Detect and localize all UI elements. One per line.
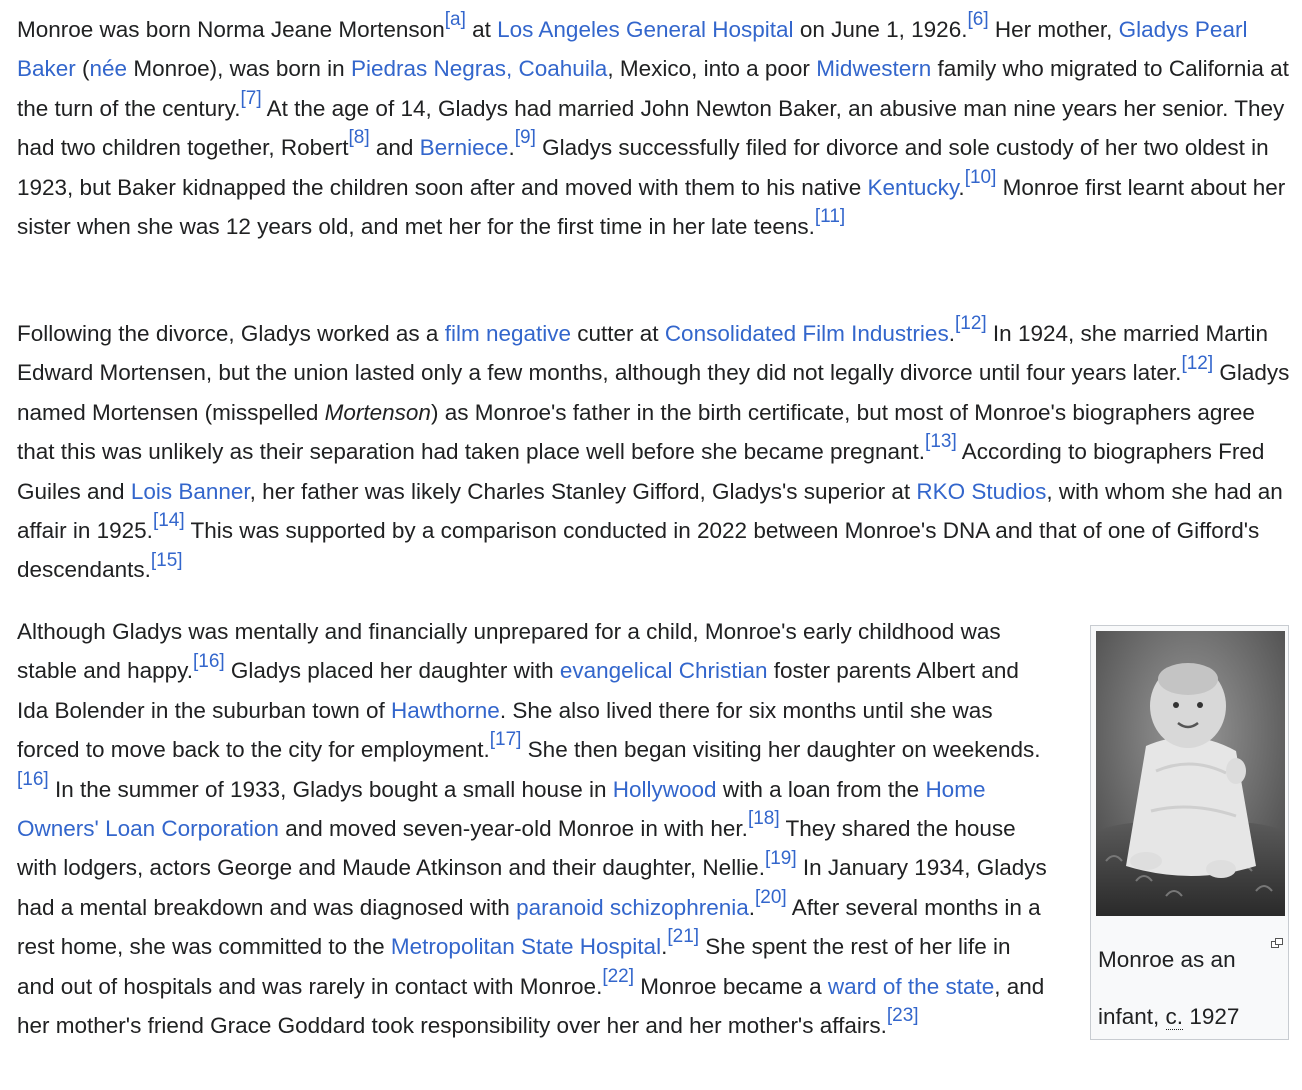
text-run: Gladys named Mortensen (misspelled <box>17 360 1290 425</box>
footnote-ref-12[interactable]: [12] <box>954 313 987 335</box>
footnote-ref-a[interactable]: [a] <box>444 9 466 31</box>
footnote-ref-10[interactable]: [10] <box>964 166 997 188</box>
text-run: In January 1934, Gladys had a mental breakdown and was diagnosed with <box>17 855 1047 920</box>
link-lois-banner[interactable]: Lois Banner <box>130 478 250 504</box>
link-nee[interactable]: née <box>89 56 128 82</box>
text-run: ) as Monroe's father in the birth certificate, but most of Monroe's biographers agree that this was unlikely as their separation had taken place well before she became pregnant. <box>17 399 1255 465</box>
paragraph-father <box>17 314 1291 590</box>
text-run: family who migrated to California at the turn of the century. <box>17 56 1289 121</box>
text-run: at <box>465 17 498 42</box>
text-run: . <box>748 894 756 920</box>
caption-year: 1927 <box>1183 1004 1240 1029</box>
footnote-ref-15[interactable]: [15] <box>150 549 183 571</box>
text-run: on June 1, 1926. <box>793 17 968 42</box>
footnote-ref-20[interactable]: [20] <box>755 887 787 909</box>
link-paranoid-schizophrenia[interactable]: paranoid schizophrenia <box>516 894 749 920</box>
text-run: . <box>948 321 955 346</box>
footnote-ref-11[interactable]: [11] <box>814 206 846 228</box>
footnote-ref-9[interactable]: [9] <box>514 127 536 149</box>
link-piedras-negras[interactable]: Piedras Negras, Coahuila <box>350 56 608 82</box>
text-run: In the summer of 1933, Gladys bought a small house in <box>48 776 613 802</box>
text-run: . <box>661 934 668 960</box>
footnote-ref-22[interactable]: [22] <box>602 965 635 987</box>
text-run: . <box>508 135 515 161</box>
text-run: and <box>369 135 420 161</box>
text-run: Monroe was born Norma Jeane Mortenson <box>17 17 445 42</box>
text-run: She then began visiting her daughter on weekends. <box>521 737 1041 763</box>
footnote-ref-16[interactable]: [16] <box>17 768 49 790</box>
link-consolidated-film-industries[interactable]: Consolidated Film Industries <box>664 321 949 346</box>
footnote-ref-21[interactable]: [21] <box>667 926 700 948</box>
link-home-owners-loan-corporation[interactable]: Home Owners' Loan Corporation <box>17 776 986 842</box>
text-run: foster parents Albert and Ida Bolender in the suburban town of <box>17 658 1019 723</box>
text-run: Monroe), was born in <box>127 56 351 82</box>
link-hollywood[interactable]: Hollywood <box>612 776 717 802</box>
footnote-ref-7[interactable]: [7] <box>240 88 262 110</box>
footnote-ref-6[interactable]: [6] <box>967 9 989 31</box>
text-run: Gladys successfully filed for divorce and sole custody of her two oldest in 1923, but Baker kidnapped the children soon after and moved with them to his native <box>17 135 1269 200</box>
link-metropolitan-state-hospital[interactable]: Metropolitan State Hospital <box>390 934 662 960</box>
infobox-thumbnail <box>1090 625 1289 1040</box>
link-midwestern[interactable]: Midwestern <box>816 56 932 82</box>
text-run: , and her mother's friend Grace Goddard took responsibility over her and her mother's affairs. <box>17 973 1045 1039</box>
text-run: At the age of 14, Gladys had married John Newton Baker, an abusive man nine years her senior. They had two children together, Robert <box>17 95 1285 161</box>
text-run: . She also lived there for six months until she was forced to move back to the city for employment. <box>17 697 993 763</box>
text-run: In 1924, she married Martin Edward Mortensen, but the union lasted only a few months, although they did not legally divorce until four years later. <box>17 321 1269 386</box>
footnote-ref-12[interactable]: [12] <box>1181 352 1214 374</box>
link-berniece[interactable]: Berniece <box>419 135 509 161</box>
text-run: with a loan from the <box>716 776 926 802</box>
text-run: , Mexico, into a poor <box>607 56 817 82</box>
text-run: They shared the house with lodgers, actors George and Maude Atkinson and their daughter, Nellie. <box>17 816 1016 881</box>
footnote-ref-8[interactable]: [8] <box>348 127 370 149</box>
footnote-ref-14[interactable]: [14] <box>152 510 185 532</box>
caption-text: Monroe as an infant, <box>1098 947 1236 1029</box>
text-run: , her father was likely Charles Stanley Gifford, Gladys's superior at <box>249 478 917 504</box>
text-run: ( <box>75 56 90 82</box>
infant-photo[interactable] <box>1096 631 1285 916</box>
text-run: According to biographers Fred Guiles and <box>17 439 1265 504</box>
footnote-ref-13[interactable]: [13] <box>925 431 957 453</box>
text-run: , with whom she had an affair in 1925. <box>17 478 1283 544</box>
text-run: She spent the rest of her life in and out of hospitals and was rarely in contact with Monroe. <box>17 934 1011 999</box>
footnote-ref-23[interactable]: [23] <box>886 1005 919 1027</box>
footnote-ref-16[interactable]: [16] <box>192 650 225 672</box>
link-film-negative[interactable]: film negative <box>444 321 572 346</box>
text-run: Monroe became a <box>634 973 828 999</box>
text-run: After several months in a rest home, she was committed to the <box>17 894 1041 960</box>
paragraph-birth <box>17 10 1291 246</box>
italic-mortenson: Mortenson <box>324 399 431 425</box>
infant-photo-graphic <box>1096 631 1285 916</box>
text-run: Monroe first learnt about her sister when she was 12 years old, and met her for the first time in her late teens. <box>17 174 1286 240</box>
figure-caption <box>1098 931 1283 1045</box>
link-gladys-pearl-baker[interactable]: Gladys Pearl Baker <box>17 17 1248 82</box>
link-rko-studios[interactable]: RKO Studios <box>916 478 1047 504</box>
text-run: Following the divorce, Gladys worked as a <box>17 321 445 346</box>
text-run: . <box>958 174 965 200</box>
text-run: and moved seven-year-old Monroe in with her. <box>278 816 748 842</box>
circa-abbr: c. <box>1165 1004 1184 1029</box>
paragraph-childhood <box>17 612 1047 1045</box>
footnote-ref-19[interactable]: [19] <box>764 847 797 869</box>
footnote-ref-18[interactable]: [18] <box>747 808 780 830</box>
footnote-ref-17[interactable]: [17] <box>489 729 522 751</box>
text-run: cutter at <box>571 321 665 346</box>
link-ward-of-the-state[interactable]: ward of the state <box>827 973 995 999</box>
link-los-angeles-general-hospital[interactable]: Los Angeles General Hospital <box>497 17 794 42</box>
text-run: Gladys placed her daughter with <box>224 658 560 684</box>
link-evangelical-christian[interactable]: evangelical Christian <box>559 658 768 684</box>
link-hawthorne[interactable]: Hawthorne <box>391 697 500 723</box>
magnify-icon[interactable] <box>1271 921 1283 931</box>
text-run: This was supported by a comparison conducted in 2022 between Monroe's DNA and that of one of Gifford's descendants. <box>17 518 1260 583</box>
text-run: Her mother, <box>988 17 1119 42</box>
link-kentucky[interactable]: Kentucky <box>867 174 959 200</box>
text-run: Although Gladys was mentally and financially unprepared for a child, Monroe's early childhood was stable and happy. <box>17 619 1001 684</box>
